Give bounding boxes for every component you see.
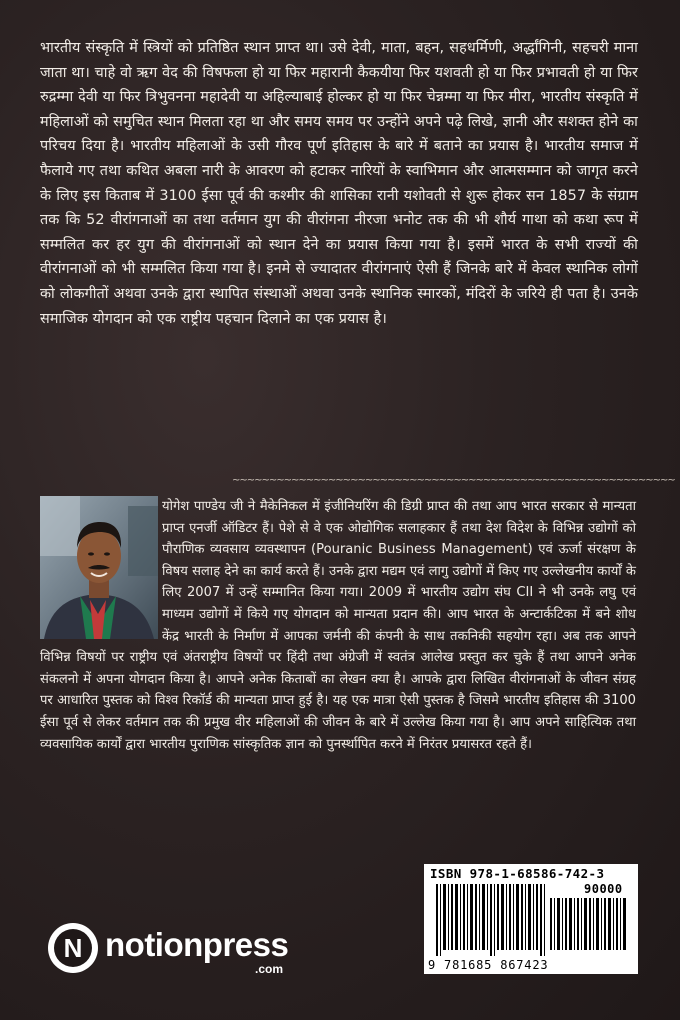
logo-letter: N [63,933,83,963]
barcode-digits: 9 781685 867423 [428,958,549,972]
notionpress-n-icon [47,922,99,974]
book-blurb: भारतीय संस्कृति में स्त्रियों को प्रतिष्ठित स्थान प्राप्त था। उसे देवी, माता, बहन, सहधर्मिणी, अर्द्धांगिनी, सहचरी माना जाता था। चाहे वो ऋग वेद की विषफला हो या फिर महारानी कैकयीया फिर यशवती हो या फिर प्रभावती हो या फिर रुद्रम्मा देवी या फिर त्रिभुवनना महादेवी या अहिल्याबाई होल्कर हो या फिर चेन्नम्मा या फिर मीरा, भारतीय संस्कृति में महिलाओं को समुचित स्थान मिलता रहा था और समय समय पर उन्होंने अपने पढ़े लिखे, ज्ञानी और सशक्त होने का परिचय दिया है। भारतीय महिलाओं के उसी गौरव पूर्ण इतिहास के बारे में बताने का प्रयास है। भारतीय समाज में फैलाये गए तथा कथित अबला नारी के आवरण को हटाकर नारियों के स्वाभिमान और आत्मसम्मान को जागृत करने के लिए इस किताब में 3100 ईसा पूर्व की कश्मीर की शासिका रानी यशोवती से शुरू होकर सन 1857 के संग्राम तक कि 52 वीरांगनाओं का तथा वर्तमान युग की वीरांगना नीरजा भनोट तक की भी शौर्य गाथा को कथा रूप में सम्मलित कर हर युग की वीरांगनाओं को स्थान देने का प्रयास किया गया है। इसमें भारत के सभी राज्यों की वीरांगनाओं को भी सम्मलित किया गया है। इनमे से ज्यादातर वीरांगनाएं ऐसी हैं जिनके बारे में केवल स्थानिक लोगों को लोकगीतों अथवा उनके द्वारा स्थापित संस्थाओं अथवा उनके स्थानिक स्मारकों, मंदिरों के जरिये ही पता है। उनके समाजिक योगदान को एक राष्ट्रीय पहचान दिलाने का एक प्रयास है। [40,40,638,327]
price-code: 90000 [584,882,623,896]
publisher-name: notionpress [105,926,289,963]
tilde-divider: ~~~~~~~~~~~~~~~~~~~~~~~~~~~~~~~~~~~~~~~~~~~~~~~~~~~~~~~~~~~~ [232,475,675,486]
author-bio: योगेश पाण्डेय जी ने मैकेनिकल में इंजीनियरिंग की डिग्री प्राप्त की तथा आप भारत सरकार से मान्यता प्राप्त एनर्जी ऑडिटर हैं। पेशे से वे एक ओद्योगिक सलाहकार हैं तथा देश विदेश के विभिन्न उद्योगों को पौराणिक व्यवसाय व्यवस्थापन (Pouranic Business Management) एवं ऊर्जा संरक्षण के विषय सलाह देने का कार्य करते हैं। उनके द्वारा मद्यम एवं लागु उद्योगों में किए गए उल्लेखनीय कार्यों के लिए 2007 में उन्हें सम्मानित किया गया। 2009 में भारतीय उद्योग संघ CII ने भी उनके लघु एवं माध्यम उद्योगों में किये गए योगदान को मान्यता प्रदान की। आप भारत के अन्टार्कटिका में बने शोध केंद्र भारती के निर्माण में आपका जर्मनी की कंपनी के साथ तकनिकी सहयोग रहा। अब तक आपने विभिन्न विषयों पर राष्ट्रीय एवं अंतराष्ट्रीय विषयों पर हिंदी तथा अंग्रेजी में स्वतंत्र आलेख प्रस्तुत कर चुके हैं तथा आपने अनेक संकलनो में अपना योगदान किया है। आपने अनेक किताबों का लेखन क्या है। आपके द्वारा लिखित वीरांगनाओं के जीवन संग्रह पर आधारित पुस्तक को विश्व रिकॉर्ड की मान्यता प्राप्त हुई है। यह एक मात्रा ऐसी पुस्तक है जिसमे भारतीय इतिहास की 3100 ईसा पूर्व से लेकर वर्तमान तक की प्रमुख वीर महिलाओं की जीवन के बारे में उल्लेख किया गया है। आप अपने साहित्यिक तथा व्यवसायिक कार्यों द्वारा भारतीय पुराणिक सांस्कृतिक ज्ञान को पुनर्स्थापित करने में निरंतर प्रयासरत रहते हैं। [40,499,636,752]
isbn-barcode [424,864,638,974]
publisher-logo [47,922,347,974]
isbn-number: ISBN 978-1-68586-742-3 [430,866,605,881]
publisher-domain: .com [255,962,284,976]
